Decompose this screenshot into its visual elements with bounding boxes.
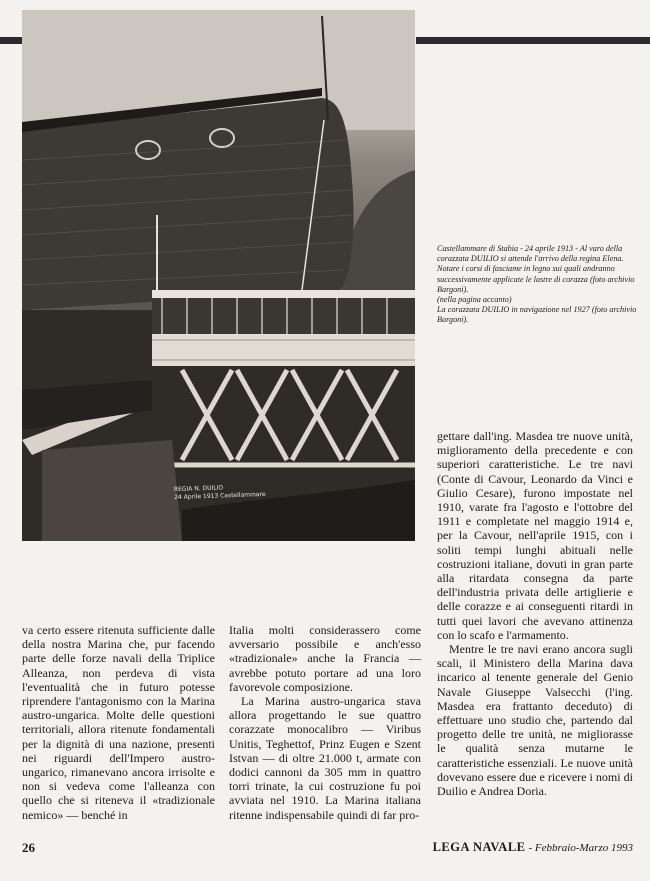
paragraph: va certo essere ritenuta sufficiente dalle della nostra Marina che, pur facendo parte delle forze navali della Triplice Alleanza, non perdeva di vista l'eventualità che in futuro potesse riprendere l'antagonismo con la Marina austro-ungarica. Molte delle questioni territoriali, allora ritenute fondamentali per la dignità di una nazione, presenti nei riguardi dell'Impero austro-ungarico, rimanevano ancora irrisolte e non si vedeva come l'alleanza con quello che si riteneva il «tradizionale nemico» — benché in [22,623,215,822]
page-number: 26 [22,840,35,855]
magazine-name: LEGA NAVALE [432,840,526,854]
article-column-3 [437,429,633,798]
paragraph: Mentre le tre navi erano ancora sugli scali, il Ministero della Marina dava incarico al tenente generale del Genio Navale Giuseppe Valsecchi (l'ing. Masdea era frattanto deceduto) di effettuare uno studio che, partendo dal progetto delle tre unità, ne migliorasse le qualità senza mutarne le caratteristiche essenziali. Le nuove unità dovevano essere due e ricevere i nomi di Duilio e Andrea Doria. [437,642,633,799]
caption-second-photo: La corazzata DUILIO in navigazione nel 1927 (foto archivio Bargoni). [437,305,637,325]
paragraph: La Marina austro-ungarica stava allora progettando le sue quattro corazzate monocalibro — Viribus Unitis, Teghettof, Prinz Eugen e Szent Istvan — di oltre 21.000 t, armate con dodici cannoni da 305 mm in quattro torri trinate, la cui costruzione fu poi avviata nel 1910. La Marina italiana ritenne indispensabile quindi di far pro- [229,694,421,822]
page-footer [22,840,633,860]
caption-text: Castellammare di Stabia - 24 aprile 1913 - Al varo della corazzata DUILIO si attende l'arrivo della regina Elena. Notare i corsi di fasciame in legno sui quali andranno successivamente applicate le lastre di corazza (foto archivio Bargoni). [437,244,635,294]
article-column-2 [229,623,421,822]
photo-caption [437,244,637,326]
article-column-1 [22,623,215,822]
ship-launch-photo [22,10,415,541]
bow-inscription-line-1: REGIA N. DUILIO [173,484,224,494]
bow-inscription-line-2: 24 Aprile 1913 Castellammare [174,490,266,501]
header-rule-right [416,37,650,44]
ship-launch-illustration [22,10,415,541]
paragraph: Italia molti considerassero come avversario possibile e anch'esso «tradizionale» anche la Francia — avrebbe potuto portare ad una loro favorevole composizione. [229,623,421,694]
magazine-credit [433,840,633,855]
issue-date: - Febbraio-Marzo 1993 [528,842,633,854]
caption-note: (nella pagina accanto) [437,295,512,305]
header-rule-left [0,37,22,44]
paragraph: gettare dall'ing. Masdea tre nuove unità, miglioramento della precedente e con superiori caratteristiche. Le tre navi (Conte di Cavour, Leonardo da Vinci e Giulio Cesare), furono impostate nel 1910, varate fra l'agosto e l'ottobre del 1911 e completate nel maggio 1914 e, per la Cavour, nell'aprile 1915, con i soliti tempi lunghi abituali nelle costruzioni italiane, dovuti in gran parte alla ritardata consegna da parte dell'industria privata delle artiglierie e delle corazze e ai conseguenti ritardi in tutti quei lavori che avevano attinenza con lo scafo e l'armamento. [437,429,633,642]
